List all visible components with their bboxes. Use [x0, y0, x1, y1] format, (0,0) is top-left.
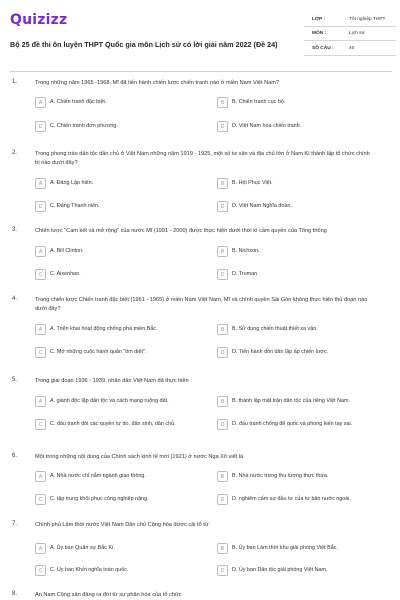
option-letter-badge: D: [217, 347, 228, 358]
option-text: A. Đảng Lập hiến.: [50, 180, 94, 186]
meta-row-question-count: [304, 41, 396, 56]
option-letter-badge: A: [35, 471, 46, 482]
option-text: B. Ủy ban Lâm thời khu giải phóng Việt Bắc.: [232, 545, 338, 551]
question-text: Trong giai đoạn 1936 - 1939, nhân dân Việt Nam đã thực hiện: [35, 378, 189, 384]
meta-value: Lịch sử: [349, 31, 365, 36]
option-text: D. đấu tranh chống đế quốc và phong kiến tay sai.: [232, 421, 353, 427]
option-text: B. Chiến tranh cục bộ.: [232, 99, 286, 105]
option-letter-badge: C: [35, 419, 46, 430]
meta-row-class: [304, 12, 396, 27]
option-text: C. tập trung khôi phục công nghiệp nặng.: [50, 496, 149, 502]
option-text: A. Chiến tranh đặc biệt.: [50, 99, 107, 105]
question-number: 1.: [12, 79, 18, 85]
question-text: Chính phủ Lâm thời nước Việt Nam Dân chủ Cộng hòa được cải tổ từ: [35, 522, 209, 528]
option-letter-badge: D: [217, 565, 228, 576]
option-letter-badge: D: [217, 419, 228, 430]
option-letter-badge: C: [35, 565, 46, 576]
question-number: 4.: [12, 296, 18, 302]
option-letter-badge: C: [35, 269, 46, 280]
question-number: 6.: [12, 453, 18, 459]
meta-table: [304, 12, 396, 56]
worksheet-header: [10, 10, 392, 67]
meta-key: SỐ CÂU :: [312, 45, 334, 51]
option-text: D. nghiêm cấm sự đầu tư của tư bản nước ngoài.: [232, 496, 351, 502]
meta-key: MÔN :: [312, 31, 327, 36]
option-letter-badge: B: [217, 396, 228, 407]
option-letter-badge: A: [35, 246, 46, 257]
option-text: A. Nhà nước chỉ nắm ngành giao thông.: [50, 473, 146, 479]
option-letter-badge: B: [217, 543, 228, 554]
option-text: A. Ủy ban Quân sự Bắc Kì.: [50, 545, 116, 551]
meta-value: 40: [349, 45, 355, 51]
header-divider: [10, 71, 392, 72]
meta-key: LỚP :: [312, 16, 326, 22]
option-letter-badge: D: [217, 121, 228, 132]
option-text: B. Nhà nước trưng thu lượng thực thừa.: [232, 473, 329, 479]
option-text: D. Truman.: [232, 271, 259, 277]
question-text: Chiến lược "Cam kết và mở rộng" của nước Mĩ (1991 - 2000) được thực hiện dưới thời kì cầm quyền của Tổng thống: [35, 228, 327, 234]
option-text: A. giành độc lập dân tộc và cách mạng ruộng đất.: [50, 398, 169, 404]
option-letter-badge: C: [35, 347, 46, 358]
question-number: 8.: [12, 591, 18, 597]
question-number: 5.: [12, 377, 18, 383]
option-letter-badge: A: [35, 97, 46, 108]
option-letter-badge: B: [217, 471, 228, 482]
quizizz-logo: Quizizz: [10, 12, 68, 28]
question-text: Một trong những nội dung của Chính sách kinh tế mới (1921) ở nước Nga Xô viết là: [35, 454, 244, 460]
document-title: Bộ 25 đề thi ôn luyện THPT Quốc gia môn Lịch sử có lời giải năm 2022 (Đề 24): [10, 40, 278, 49]
option-text: C. Mở những cuộc hành quân "tìm diệt".: [50, 349, 147, 355]
option-text: D. Ủy ban Dân tộc giải phóng Việt Nam.: [232, 567, 328, 573]
meta-value: Tốt nghiệp THPT: [349, 16, 386, 22]
option-letter-badge: C: [35, 201, 46, 212]
meta-row-subject: [304, 27, 396, 42]
option-letter-badge: B: [217, 178, 228, 189]
option-letter-badge: A: [35, 178, 46, 189]
option-letter-badge: C: [35, 494, 46, 505]
option-text: C. Ủy ban Khởi nghĩa toàn quốc.: [50, 567, 129, 573]
option-text: D. Việt Nam hóa chiến tranh.: [232, 123, 302, 129]
option-text: B. Sử dụng chiến thuật thiết xa vận.: [232, 326, 318, 332]
question-text: Trong chiến lược Chiến tranh đặc biệt (1961 - 1965) ở miền Nam Việt Nam, Mĩ và chính quyền Sài Gòn không thực hiện thủ đoạn nào dưới đây?: [35, 297, 368, 312]
option-letter-badge: B: [217, 324, 228, 335]
option-text: B. thành lập mặt trận dân tộc của riêng Việt Nam.: [232, 398, 350, 404]
option-text: D. Tiến hành dồn dân lập ấp chiến lược.: [232, 349, 329, 355]
question-number: 2.: [12, 150, 18, 156]
option-text: C. Đảng Thanh niên.: [50, 203, 100, 209]
option-letter-badge: B: [217, 97, 228, 108]
option-text: C. Chiến tranh đơn phương.: [50, 123, 118, 129]
option-text: C. đấu tranh đòi các quyền tự do, dân sinh, dân chủ.: [50, 421, 176, 427]
option-text: B. Hội Phục Việt.: [232, 180, 273, 186]
question-text: An Nam Cộng sản đảng ra đời từ sự phân hóa của tổ chức: [35, 592, 182, 598]
question-number: 7.: [12, 521, 18, 527]
option-letter-badge: A: [35, 324, 46, 335]
option-letter-badge: C: [35, 121, 46, 132]
option-text: D. Việt Nam Nghĩa đoàn.: [232, 203, 292, 209]
question-text: Trong những năm 1965 -1968, Mĩ đã tiến hành chiến lược chiến tranh nào ở miền Nam Việt Nam?: [35, 80, 279, 86]
option-text: C. Aixenhao.: [50, 271, 81, 277]
option-letter-badge: D: [217, 494, 228, 505]
option-letter-badge: D: [217, 269, 228, 280]
question-text: Trong phong trào dân tộc dân chủ ở Việt Nam những năm 1919 - 1925, một số tư sản và địa chủ lớn ở Nam Kì thành lập tổ chức chính trị nào dưới đây?: [35, 151, 370, 166]
option-text: A. Triển khai hoạt động chống phá miền Bắc.: [50, 326, 158, 332]
option-letter-badge: D: [217, 201, 228, 212]
option-letter-badge: A: [35, 396, 46, 407]
option-letter-badge: A: [35, 543, 46, 554]
question-number: 3.: [12, 227, 18, 233]
option-text: B. Nichxon.: [232, 248, 260, 254]
option-text: A. Bill Clinton.: [50, 248, 84, 254]
option-letter-badge: B: [217, 246, 228, 257]
